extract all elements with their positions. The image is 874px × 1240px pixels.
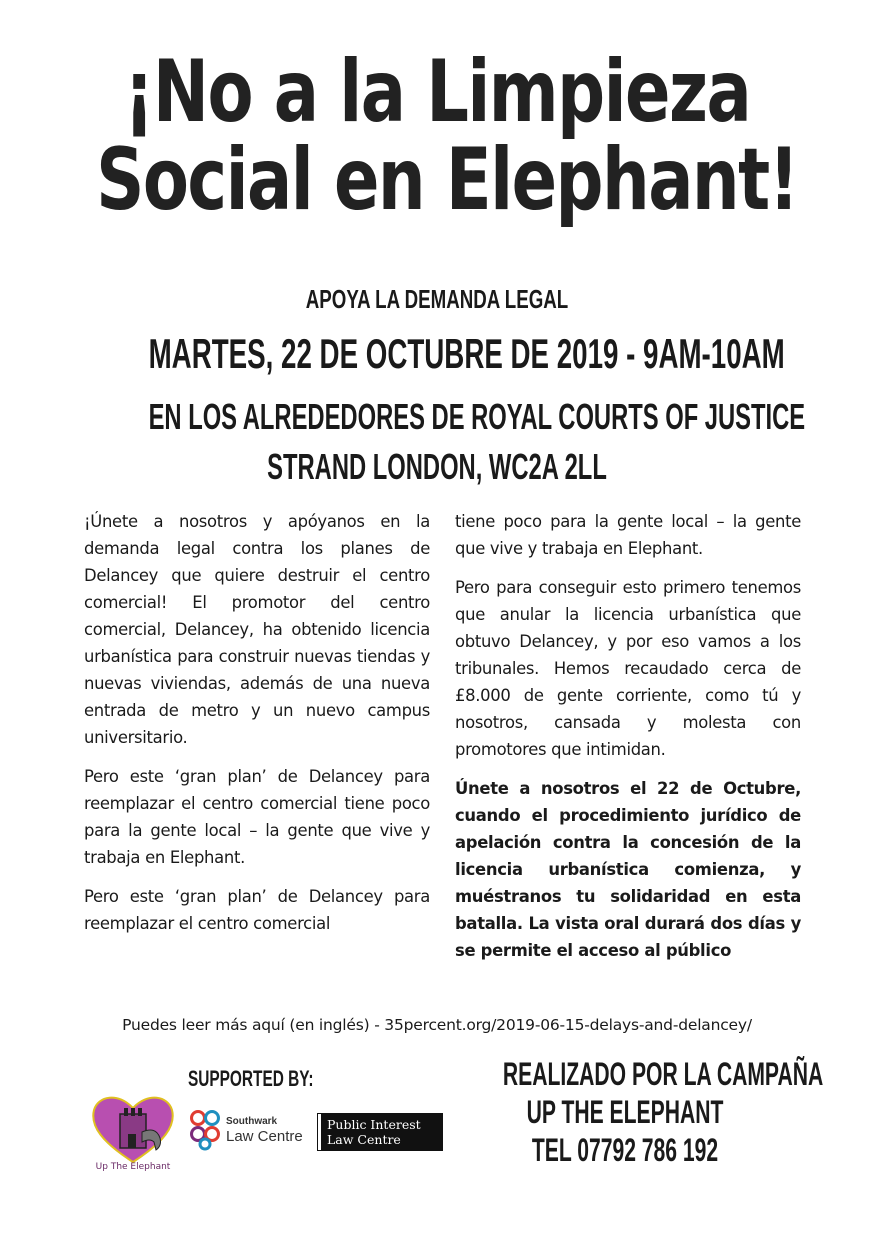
body-column-right	[455, 508, 801, 976]
main-title-line-1: ¡No a la Limpieza	[123, 42, 751, 142]
public-interest-law-centre-logo	[318, 1114, 442, 1150]
body-paragraph: Pero para conseguir esto primero tenemos que anular la licencia urbanística que obtuvo Delancey, y por eso vamos a los tribunales. Hemos recaudado cerca de £8.000 de gente corriente, como tú y nosotros, cansada y molesta con promotores que intimidan.	[455, 578, 801, 759]
southwark-name: Southwark	[226, 1116, 278, 1127]
body-column-left	[84, 508, 430, 949]
main-title	[96, 42, 798, 230]
location-line-1: EN LOS ALREDEDORES DE ROYAL COURTS OF JUSTICE	[148, 396, 806, 437]
main-title-line-2: Social en Elephant!	[96, 130, 798, 230]
campaign-line-1: REALIZADO POR LA CAMPAÑA	[502, 1056, 824, 1092]
campaign-line-2: UP THE ELEPHANT	[526, 1094, 724, 1130]
ute-caption: Up The Elephant	[95, 1162, 171, 1172]
southwark-law-centre-logo	[190, 1108, 312, 1152]
southwark-law-centre: Law Centre	[226, 1128, 303, 1145]
body-paragraph: ¡Únete a nosotros y apóyanos en la demanda legal contra los planes de Delancey que quiere destruir el centro comercial! El promotor del centro comercial, Delancey, ha obtenido licencia urbanística para construir nuevas tiendas y nuevas viviendas, además de una nueva entrada de metro y un nuevo campus universitario.	[84, 512, 430, 747]
up-the-elephant-logo	[90, 1092, 176, 1172]
subtitle: APOYA LA DEMANDA LEGAL	[305, 284, 569, 314]
body-paragraph: tiene poco para la gente local – la gente que vive y trabaja en Elephant.	[455, 512, 801, 558]
location-line-2: STRAND LONDON, WC2A 2LL	[267, 446, 607, 487]
body-paragraph: Pero este ‘gran plan’ de Delancey para reemplazar el centro comercial tiene poco para la gente local – la gente que vive y trabaja en Elephant.	[84, 767, 430, 867]
pilc-line-2: Law Centre	[327, 1132, 401, 1147]
supported-by-heading: SUPPORTED BY:	[188, 1066, 314, 1091]
body-paragraph: Pero este ‘gran plan’ de Delancey para reemplazar el centro comercial	[84, 887, 430, 933]
event-date: MARTES, 22 DE OCTUBRE DE 2019 - 9AM-10AM	[148, 330, 785, 377]
more-info-link: Puedes leer más aquí (en inglés) - 35percent.org/2019-06-15-delays-and-delancey/	[122, 1016, 752, 1034]
pilc-line-1: Public Interest	[327, 1117, 421, 1132]
call-to-action-paragraph: Únete a nosotros el 22 de Octubre, cuando el procedimiento jurídico de apelación contra la concesión de la licencia urbanística comienza, y muéstranos tu solidaridad en esta batalla. La vista oral durará dos días y se permite el acceso al público	[455, 779, 801, 960]
campaign-phone: TEL 07792 786 192	[531, 1132, 719, 1168]
